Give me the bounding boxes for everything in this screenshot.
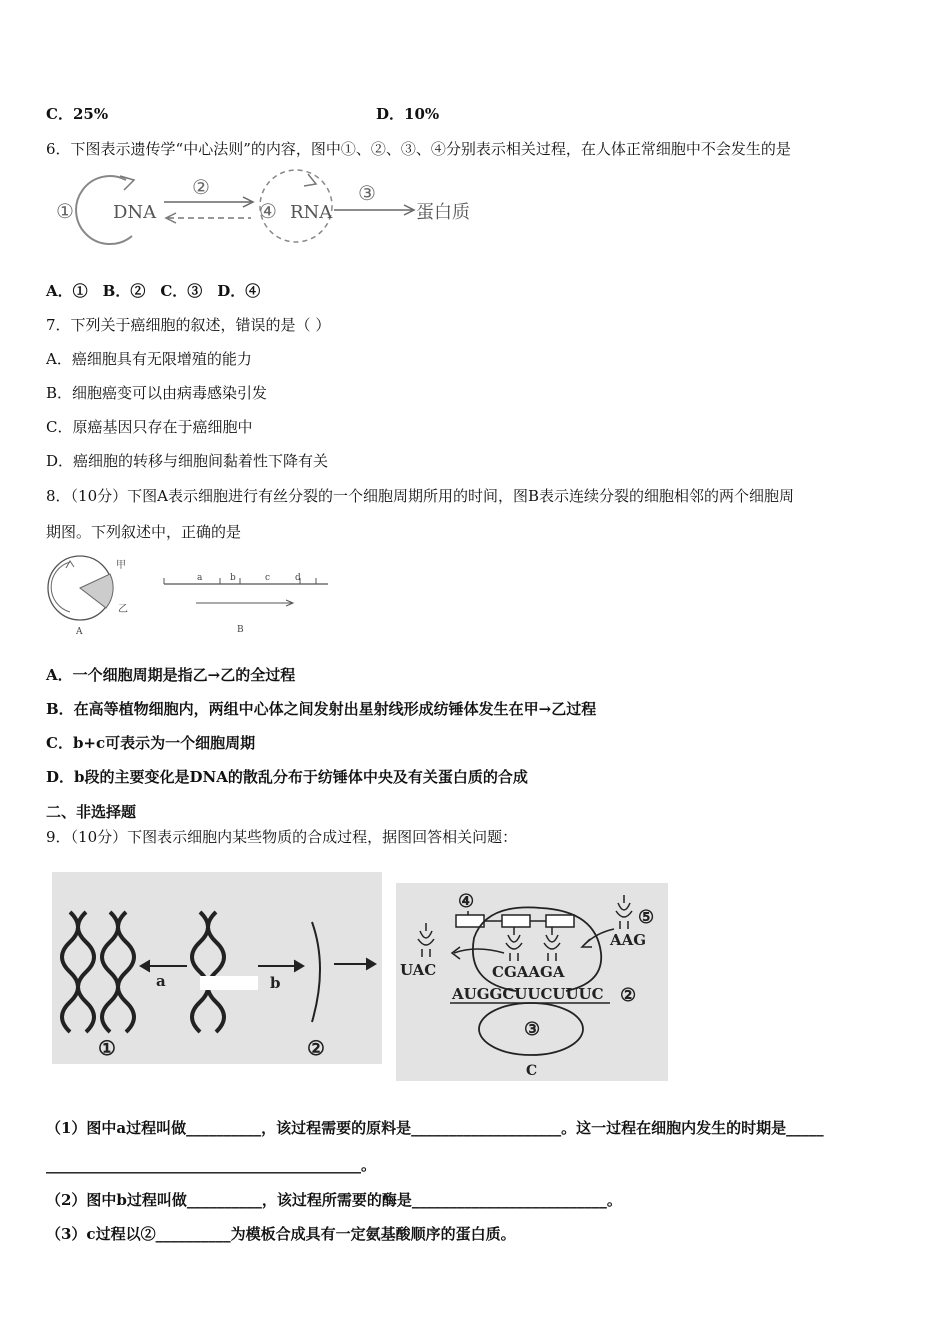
translation-figure bbox=[396, 883, 668, 1081]
q8-option-c: C．b+c可表示为一个细胞周期 bbox=[46, 734, 256, 752]
fig-a-label: A bbox=[76, 627, 83, 637]
q7-stem: 7．下列关于癌细胞的叙述，错误的是（ ） bbox=[46, 316, 331, 334]
q8-stem-line2: 期图。下列叙述中，正确的是 bbox=[46, 523, 242, 541]
q7-option-d: D．癌细胞的转移与细胞间黏着性下降有关 bbox=[46, 452, 329, 470]
q7-option-b: B．细胞癌变可以由病毒感染引发 bbox=[46, 384, 268, 402]
rna-label: RNA bbox=[290, 202, 333, 223]
q8-option-d: D．b段的主要变化是DNA的散乱分布于纺锤体中央及有关蛋白质的合成 bbox=[46, 768, 528, 786]
dna-label: DNA bbox=[113, 202, 157, 223]
label-3: ③ bbox=[358, 181, 376, 205]
label-1: ① bbox=[56, 199, 74, 223]
trna-uac: UAC bbox=[400, 961, 437, 979]
label-4: ④ bbox=[458, 891, 475, 912]
q6-options: A．① B．② C．③ D．④ bbox=[46, 282, 261, 300]
protein-label: 蛋白质 bbox=[416, 202, 470, 223]
process-b-label: b bbox=[270, 974, 281, 992]
q8-option-a: A．一个细胞周期是指乙→乙的全过程 bbox=[46, 666, 296, 684]
label-4: ④ bbox=[259, 199, 277, 223]
q8-stem-line1: 8．（10分）下图A表示细胞进行有丝分裂的一个细胞周期所用的时间，图B表示连续分裂的细胞相邻的两个细胞周 bbox=[46, 487, 794, 505]
cell-cycle-figure bbox=[40, 550, 340, 645]
q9-part2: （2）图中b过程叫做__________，该过程所需要的酶是__________________________。 bbox=[46, 1191, 622, 1209]
q7-option-a: A．癌细胞具有无限增殖的能力 bbox=[46, 350, 252, 368]
anticodons: CGAAGA bbox=[492, 963, 565, 981]
q9-stem: 9．（10分）下图表示细胞内某些物质的合成过程，据图回答相关问题： bbox=[46, 828, 518, 846]
fig-b-label: B bbox=[237, 625, 244, 635]
svg-text:b: b bbox=[230, 573, 236, 583]
label-2: ② bbox=[307, 1036, 325, 1060]
q9-part3: （3）c过程以②__________为模板合成具有一定氨基酸顺序的蛋白质。 bbox=[46, 1225, 516, 1243]
label-2: ② bbox=[620, 985, 637, 1006]
mrna-sequence: AUGGCUUCUUUC bbox=[452, 985, 604, 1003]
q6-stem: 6．下图表示遗传学“中心法则”的内容，图中①、②、③、④分别表示相关过程，在人体正常细胞中不会发生的是 bbox=[46, 140, 791, 158]
q8-option-b: B．在高等植物细胞内，两组中心体之间发射出星射线形成纺锤体发生在甲→乙过程 bbox=[46, 700, 597, 718]
svg-text:d: d bbox=[295, 573, 301, 583]
q9-part1-line2: __________________________________________。 bbox=[46, 1156, 377, 1174]
q5-option-c: C．25% bbox=[46, 105, 109, 123]
label-2: ② bbox=[192, 175, 210, 199]
label-3: ③ bbox=[524, 1019, 541, 1040]
trna-aag: AAG bbox=[610, 931, 647, 949]
label-5: ⑤ bbox=[638, 907, 655, 928]
q7-option-c: C．原癌基因只存在于癌细胞中 bbox=[46, 418, 253, 436]
central-dogma-figure bbox=[46, 166, 496, 246]
svg-text:a: a bbox=[197, 573, 203, 583]
q9-part1-line1: （1）图中a过程叫做__________，该过程需要的原料是____________________。这一过程在细胞内发生的时期是_____ bbox=[46, 1119, 824, 1137]
process-a-label: a bbox=[156, 972, 166, 990]
svg-text:c: c bbox=[265, 573, 271, 583]
fig-c-label: C bbox=[526, 1063, 538, 1079]
q5-option-d: D．10% bbox=[376, 105, 440, 123]
label-1: ① bbox=[98, 1036, 116, 1060]
yi-label: 乙 bbox=[118, 604, 128, 615]
replication-transcription-figure bbox=[52, 872, 382, 1064]
section-title: 二、非选择题 bbox=[46, 803, 137, 821]
jia-label: 甲 bbox=[116, 560, 126, 571]
